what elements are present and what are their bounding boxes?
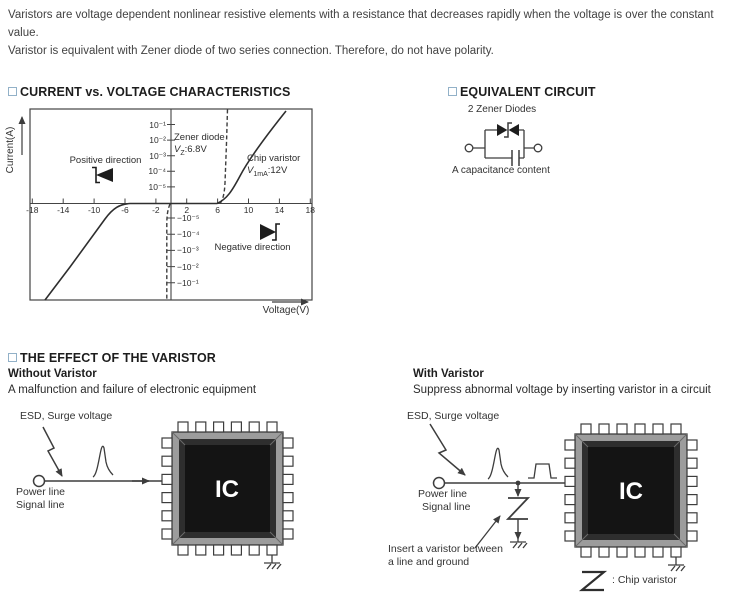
ic-pin [249, 422, 259, 432]
esd-label-left: ESD, Surge voltage [20, 410, 113, 422]
circuit-wires [473, 130, 534, 158]
zener-diode-right-icon [509, 124, 519, 136]
ic-pin [196, 545, 206, 555]
power-line-label-right: Power line [418, 488, 468, 500]
ic-pin [214, 545, 224, 555]
x-tick-label: -14 [57, 205, 70, 215]
y-tick-label: −10⁻⁴ [177, 229, 200, 240]
ic-pin [687, 476, 697, 486]
zener-curve-name: Zener diode [174, 132, 225, 143]
ic-package [575, 434, 687, 547]
ic-pin [231, 422, 241, 432]
without-varistor-subtitle: A malfunction and failure of electronic equipment [8, 384, 257, 396]
intro-line-2: value. [8, 27, 39, 39]
y-tick-label: 10⁻⁵ [148, 181, 166, 192]
ic-pin [599, 547, 609, 557]
ic-package [172, 432, 283, 545]
y-axis-label: Current(A) [5, 126, 16, 174]
equivalent-circuit [450, 100, 630, 192]
esd-label-right: ESD, Surge voltage [407, 410, 500, 422]
section-title-effect [8, 351, 216, 365]
ic-pin [283, 493, 293, 503]
ground-icon [510, 539, 527, 548]
power-line-label-left: Power line [16, 486, 66, 498]
without-varistor-drawing [10, 420, 320, 580]
intro-line-1: Varistors are voltage dependent nonlinear resistive elements with a resistance that decreases rapidly when the voltage is over the constant [8, 9, 714, 21]
ic-label: IC [215, 476, 239, 503]
ic-pin [617, 547, 627, 557]
ic-pin [565, 531, 575, 541]
ic-pin [267, 545, 277, 555]
positive-direction-label: Positive direction [69, 155, 142, 166]
diagram-without-varistor [10, 420, 320, 580]
x-tick-label: 18 [305, 205, 315, 215]
insert-note-line2: a line and ground [388, 556, 470, 568]
varistor-curve-annotation [247, 153, 300, 180]
ic-pin [283, 456, 293, 466]
iv-title-text: CURRENT vs. VOLTAGE CHARACTERISTICS [20, 85, 291, 99]
varistor-curve-value: $V_{1mA}:12V$ [247, 164, 288, 178]
y-tick-label: 10⁻³ [149, 150, 166, 161]
ic-pin [283, 511, 293, 521]
ic-pin [283, 438, 293, 448]
ic-label: IC [619, 478, 643, 505]
chip-varistor-legend-icon [582, 572, 604, 590]
negative-direction-label: Negative direction [214, 242, 291, 253]
ic-pin [231, 545, 241, 555]
ic-pin [565, 513, 575, 523]
line-terminal-icon [434, 478, 445, 489]
ic-pin [178, 545, 188, 555]
ic-pin [687, 440, 697, 450]
x-tick-label: -6 [121, 205, 129, 215]
left-terminal-icon [465, 144, 473, 152]
ic-pin [162, 529, 172, 539]
intro-line-3: Varistor is equivalent with Zener diode of two series connection. Therefore, do not have polarity. [8, 45, 494, 57]
ic-pin [162, 493, 172, 503]
y-tick-label: −10⁻² [177, 261, 199, 272]
clipped-pulse-waveform [528, 464, 557, 478]
ic-pin [162, 474, 172, 484]
ic-pin [581, 547, 591, 557]
ic-pin [635, 424, 645, 434]
x-tick-label: -10 [87, 205, 101, 215]
ic-pin [214, 422, 224, 432]
y-tick-label: 10⁻¹ [149, 119, 166, 130]
ic-pin [565, 440, 575, 450]
ic-pin [687, 531, 697, 541]
ic-pin [565, 476, 575, 486]
ic-pin [687, 458, 697, 468]
ic-pin [162, 511, 172, 521]
surge-spike-waveform [488, 448, 508, 479]
with-varistor-title: With Varistor [413, 368, 484, 380]
section-marker-icon [448, 87, 457, 96]
x-tick-label: 10 [243, 205, 254, 215]
intro-paragraphs [8, 6, 714, 60]
y-tick-label: −10⁻⁵ [177, 213, 200, 223]
section-marker-icon [8, 87, 17, 96]
section-title-equivalent-circuit [448, 85, 596, 99]
with-varistor-subtitle: Suppress abnormal voltage by inserting varistor in a circuit [413, 384, 711, 396]
section-marker-icon [8, 353, 17, 362]
zener-curve-annotation [174, 132, 225, 159]
varistor-icon [508, 498, 528, 519]
ic-pin [653, 424, 663, 434]
signal-line-label-right: Signal line [422, 501, 471, 513]
ic-pin [178, 422, 188, 432]
equiv-title-text: EQUIVALENT CIRCUIT [460, 85, 596, 99]
section-title-iv-characteristics [8, 85, 290, 99]
surge-spike-waveform [93, 446, 113, 477]
varistor-curve-name: Chip varistor [247, 153, 301, 164]
ic-pin [671, 424, 681, 434]
insert-note-arrow [475, 516, 500, 548]
y-tick-label: −10⁻³ [177, 245, 199, 256]
ic-pin [162, 438, 172, 448]
signal-line-label-left: Signal line [16, 499, 65, 511]
ic-pin [617, 424, 627, 434]
ground-icon [264, 555, 281, 569]
ic-pin [196, 422, 206, 432]
iv-chart [5, 103, 315, 318]
ic-pin [653, 547, 663, 557]
x-axis-label: Voltage(V) [262, 305, 310, 316]
ic-pin [599, 424, 609, 434]
ic-pin [565, 495, 575, 505]
zener-curve-value: $V_Z:6.8V$ [174, 143, 207, 157]
ic-pin [635, 547, 645, 557]
lightning-bolt-icon [43, 427, 62, 476]
with-varistor-drawing [380, 420, 725, 598]
capacitance-label: A capacitance content [452, 165, 550, 176]
diagram-with-varistor [380, 420, 725, 598]
ic-pin [565, 458, 575, 468]
ic-pin [283, 474, 293, 484]
lightning-bolt-icon [430, 424, 465, 475]
y-tick-label: −10⁻¹ [177, 277, 199, 288]
effect-title-text: THE EFFECT OF THE VARISTOR [20, 351, 216, 365]
y-tick-label: 10⁻⁴ [148, 166, 166, 177]
ic-pin [687, 495, 697, 505]
chip-varistor-legend-text: : Chip varistor [612, 574, 677, 586]
x-tick-label: -2 [152, 205, 160, 215]
ground-icon [668, 557, 685, 571]
ic-pin [671, 547, 681, 557]
ic-pin [249, 545, 259, 555]
x-tick-label: 6 [215, 205, 220, 215]
right-terminal-icon [534, 144, 542, 152]
x-tick-label: 14 [274, 205, 285, 215]
zener-diodes-label: 2 Zener Diodes [467, 104, 537, 115]
ic-pin [283, 529, 293, 539]
y-tick-label: 10⁻² [149, 135, 166, 146]
ic-pin [162, 456, 172, 466]
ic-pin [267, 422, 277, 432]
line-terminal-icon [34, 476, 45, 487]
insert-note-line1: Insert a varistor between [388, 543, 503, 555]
ic-pin [687, 513, 697, 523]
capacitor-icon [512, 150, 519, 166]
zener-diode-left-icon [497, 124, 507, 136]
ic-pin [581, 424, 591, 434]
x-tick-label: 2 [184, 205, 190, 215]
x-tick-label: -18 [26, 205, 39, 215]
without-varistor-title: Without Varistor [8, 368, 97, 380]
